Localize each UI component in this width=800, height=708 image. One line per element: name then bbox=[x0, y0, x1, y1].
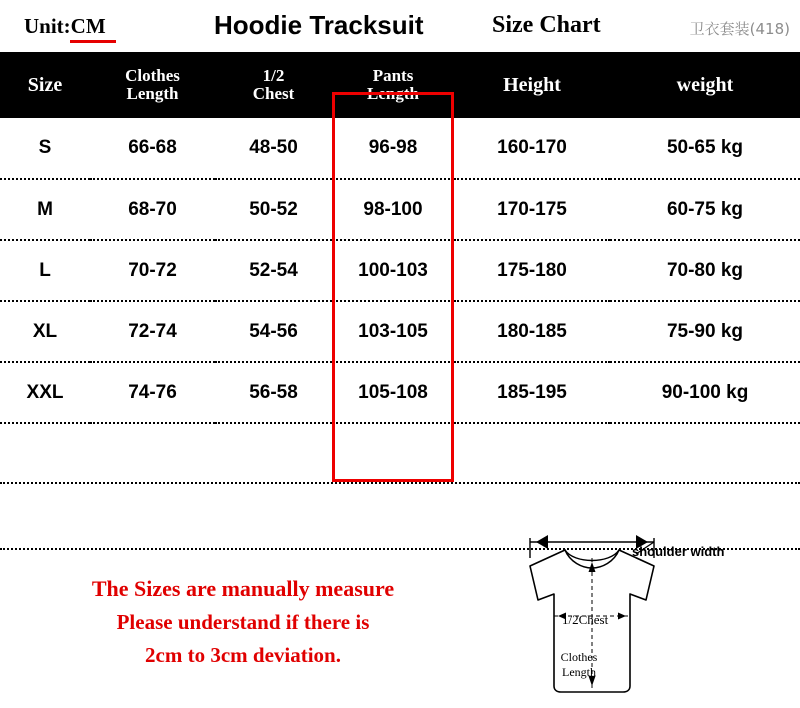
table-row bbox=[0, 179, 800, 240]
cell-weight: 60-75 kg bbox=[610, 179, 800, 240]
column-header-clothes-length-line1: Clothes bbox=[125, 66, 180, 86]
measurement-note-line-3: 2cm to 3cm deviation. bbox=[145, 642, 341, 667]
measurement-note-line-1: The Sizes are manually measure bbox=[91, 576, 395, 601]
tshirt-diagram-svg bbox=[470, 528, 790, 708]
cell-height: 180-185 bbox=[454, 301, 610, 362]
cell-height: 185-195 bbox=[454, 362, 610, 423]
column-header-weight bbox=[610, 52, 800, 118]
column-header-clothes-length bbox=[90, 52, 215, 118]
column-header-size bbox=[0, 52, 90, 118]
page-title-suffix: Size Chart bbox=[492, 12, 601, 38]
unit-label: Unit:CM bbox=[24, 14, 106, 38]
corner-note: 卫衣套装(418) bbox=[689, 20, 790, 38]
table-row bbox=[0, 240, 800, 301]
measurement-note-line-2: Please understand if there is bbox=[116, 610, 370, 635]
column-header-pants-length-line1: Pants bbox=[372, 66, 414, 86]
cell-half-chest: 50-52 bbox=[215, 179, 332, 240]
cell-size: XXL bbox=[0, 362, 90, 423]
cell-height: 175-180 bbox=[454, 240, 610, 301]
clothes-length-label bbox=[539, 650, 619, 680]
column-header-height-text: Height bbox=[503, 73, 561, 96]
column-header-half-chest-line1: 1/2 bbox=[262, 66, 285, 86]
cell-weight: 70-80 kg bbox=[610, 240, 800, 301]
cell-height: 170-175 bbox=[454, 179, 610, 240]
size-table bbox=[0, 52, 800, 424]
table-header bbox=[0, 52, 800, 118]
column-header-pants-length bbox=[332, 52, 454, 118]
divider-1 bbox=[0, 482, 800, 484]
column-header-size-text: Size bbox=[27, 73, 63, 96]
clothes-length-arrow-top bbox=[589, 562, 596, 572]
cell-weight: 50-65 kg bbox=[610, 118, 800, 179]
cell-size: L bbox=[0, 240, 90, 301]
shoulder-arrow-left bbox=[536, 535, 548, 549]
table-row bbox=[0, 362, 800, 423]
table-header-row bbox=[0, 52, 800, 118]
cell-size: S bbox=[0, 118, 90, 179]
column-header-weight-text: weight bbox=[676, 73, 734, 96]
cell-clothes-length: 70-72 bbox=[90, 240, 215, 301]
table-body bbox=[0, 118, 800, 423]
cell-size: M bbox=[0, 179, 90, 240]
clothes-length-label-line2: Length bbox=[562, 665, 596, 679]
size-table-container bbox=[0, 52, 800, 424]
column-header-half-chest bbox=[215, 52, 332, 118]
column-header-clothes-length-line2: Length bbox=[126, 84, 179, 103]
measurement-note bbox=[18, 572, 468, 671]
cell-clothes-length: 74-76 bbox=[90, 362, 215, 423]
cell-clothes-length: 66-68 bbox=[90, 118, 215, 179]
cell-pants-length: 100-103 bbox=[332, 240, 454, 301]
cell-half-chest: 52-54 bbox=[215, 240, 332, 301]
cell-half-chest: 54-56 bbox=[215, 301, 332, 362]
shoulder-width-label: shoulder width bbox=[632, 544, 725, 559]
tshirt-diagram bbox=[470, 528, 790, 708]
unit-underline bbox=[70, 40, 116, 43]
cell-pants-length: 96-98 bbox=[332, 118, 454, 179]
page-title: Hoodie Tracksuit bbox=[214, 10, 424, 40]
chart-header bbox=[0, 0, 800, 52]
cell-pants-length: 103-105 bbox=[332, 301, 454, 362]
clothes-length-label-line1: Clothes bbox=[560, 650, 598, 664]
cell-half-chest: 48-50 bbox=[215, 118, 332, 179]
cell-pants-length: 98-100 bbox=[332, 179, 454, 240]
column-header-height bbox=[454, 52, 610, 118]
cell-height: 160-170 bbox=[454, 118, 610, 179]
cell-size: XL bbox=[0, 301, 90, 362]
cell-clothes-length: 68-70 bbox=[90, 179, 215, 240]
column-header-half-chest-line2: Chest bbox=[252, 84, 295, 103]
cell-weight: 90-100 kg bbox=[610, 362, 800, 423]
cell-half-chest: 56-58 bbox=[215, 362, 332, 423]
table-row bbox=[0, 301, 800, 362]
cell-pants-length: 105-108 bbox=[332, 362, 454, 423]
cell-clothes-length: 72-74 bbox=[90, 301, 215, 362]
table-row bbox=[0, 118, 800, 179]
cell-weight: 75-90 kg bbox=[610, 301, 800, 362]
half-chest-label: 1/2Chest bbox=[562, 612, 609, 627]
column-header-pants-length-line2: Length bbox=[367, 84, 419, 103]
